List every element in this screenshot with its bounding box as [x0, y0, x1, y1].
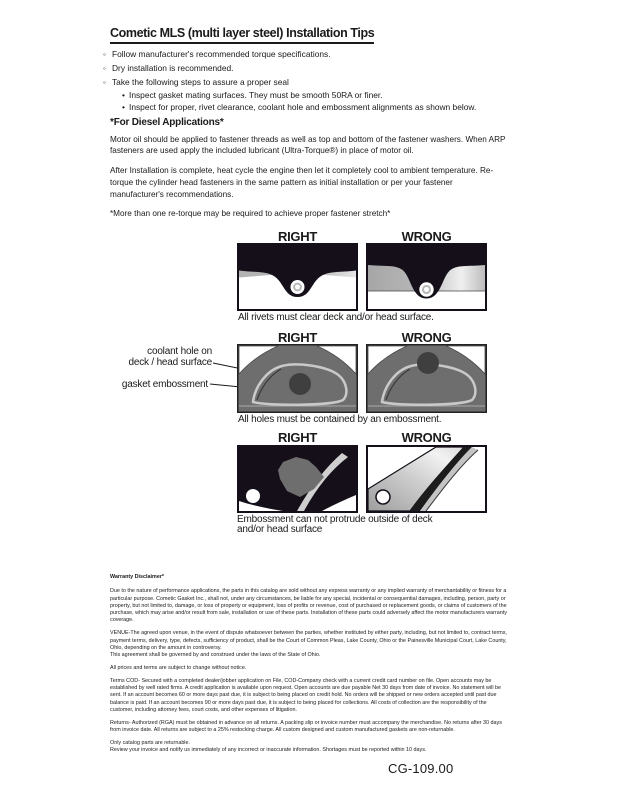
- right-panel-label: RIGHT: [278, 430, 317, 445]
- bullet-item: [103, 47, 583, 61]
- gasket-embossment-callout: [108, 379, 208, 390]
- bullet-text: Follow manufacturer's recommended torque specifications.: [112, 49, 331, 59]
- bullet-marker: ◦: [103, 63, 106, 73]
- disclaimer-paragraph: Terms COD- Secured with a completed dealer/jobber application on File, COD-Company check with a current credit card number on file. Open accounts may be established by well rated firms. A credit application is available upon request. Open accounts are due payable Net 30 days from date of invoice. No statement will be sent. If an account becomes 60 or more days past due, it is subject to being placed on credit hold. No orders will be shipped or new orders accepted until past due balance is paid. If an account becomes 90 or more days past due, it is subject to being placed for collections. All costs of collection are the responsibility of the customer, including attorney fees, court costs, and other expenses of litigation.: [110, 677, 502, 713]
- page-code: CG-109.00: [388, 761, 454, 776]
- bullet-marker: •: [122, 102, 125, 112]
- disclaimer-paragraph: Only catalog parts are returnable.: [110, 739, 191, 746]
- embossment-protrusion-wrong-diagram: [366, 445, 487, 513]
- warranty-disclaimer-section: [110, 574, 510, 760]
- sub-bullet-item: [122, 101, 583, 113]
- bullet-marker: ◦: [103, 77, 106, 87]
- bullet-text: Inspect for proper, rivet clearance, coolant hole and embossment alignments as shown below.: [129, 102, 477, 112]
- diesel-section: [110, 117, 506, 220]
- diagram-row3-titles: [237, 430, 487, 445]
- callout-text: gasket embossment: [121, 379, 208, 390]
- bullet-text: Take the following steps to assure a proper seal: [112, 77, 289, 87]
- disclaimer-paragraph: This agreement shall be governed by and construed under the laws of the State of Ohio.: [110, 652, 321, 659]
- right-panel-label: RIGHT: [278, 330, 317, 345]
- embossment-protrusion-right-diagram: [237, 445, 358, 513]
- bullet-marker: •: [122, 90, 125, 100]
- embossment-containment-right-diagram: [237, 344, 358, 413]
- callout-text: deck / head surface: [128, 357, 212, 368]
- wrong-panel-label: WRONG: [401, 229, 452, 244]
- bullet-text: Dry installation is recommended.: [112, 63, 234, 73]
- diesel-paragraph: Motor oil should be applied to fastener threads as well as top and bottom of the fastener washers. When ARP fasteners are used apply the included lubricant (Ultra-Torque®) in place of motor oil.: [110, 134, 506, 156]
- diesel-heading: *For Diesel Applications*: [110, 117, 224, 128]
- right-panel-label: RIGHT: [278, 229, 317, 244]
- diagram-row1-titles: [237, 229, 487, 244]
- caption-line: and/or head surface: [237, 524, 323, 535]
- disclaimer-paragraph: Review your invoice and notify us immediately of any incorrect or inaccurate information. Shortages must be reported within 10 days.: [110, 747, 427, 754]
- tips-bullet-list: [103, 47, 583, 113]
- wrong-panel-label: WRONG: [401, 330, 452, 345]
- disclaimer-paragraph: VENUE-The agreed upon venue, in the event of dispute whatsoever between the parties, whether instituted by either party, including, but not limited to, contract terms, payment terms, delivery, type, defects, sufficiency of product, shall be the Court of Common Pleas, Lake County, Ohio or the Painesville Municipal Court, Lake County, Ohio, depending on the amount in controversy.: [110, 630, 507, 651]
- coolant-hole-callout: [110, 346, 212, 368]
- disclaimer-paragraph: Returns- Authorized (RGA) must be obtained in advance on all returns. A packing slip or invoice number must accompany the merchandise. No returns after 30 days from invoice date. All returns are subject to a 25% restocking charge. All custom designed and custom manufactured gaskets are non-returnable.: [110, 719, 502, 734]
- diagram-row2-titles: [237, 330, 487, 345]
- rivet-clearance-right-diagram: [237, 243, 358, 311]
- diesel-note: *More than one re-torque may be required to achieve proper fastener stretch*: [110, 209, 391, 219]
- bullet-item: [103, 75, 583, 89]
- rivet-clearance-wrong-diagram: [366, 243, 487, 311]
- page-title: Cometic MLS (multi layer steel) Installation Tips: [110, 26, 374, 44]
- disclaimer-heading: Warranty Disclaimer*: [110, 574, 165, 580]
- diesel-paragraph: After Installation is complete, heat cycle the engine then let it completely cool to ambient temperature. Re-torque the cylinder head fasteners in the same pattern as initial installation or per your fastener manufacturer's recommendations.: [110, 166, 494, 199]
- bullet-item: [103, 61, 583, 75]
- disclaimer-paragraph: Due to the nature of performance applications, the parts in this catalog are sold without any express warranty or any implied warranty of merchantability or fitness for a particular purpose. Cometic Gasket Inc., shall not, under any circumstances, be liable for any special, incidental or consequential damages, including, person, party or property, but not limited to, damage, or loss of property or equipment, loss of profits or revenue, cost of purchased or replacement goods, or claims of customers of the purchase, which may arise and/or result from sale, installation or use of these parts. Installation of these parts could adversely affect the motor manufacturers warranty coverage.: [110, 588, 507, 624]
- bullet-marker: ◦: [103, 49, 106, 59]
- disclaimer-paragraph: All prices and terms are subject to change without notice.: [110, 664, 247, 671]
- embossment-containment-wrong-diagram: [366, 344, 487, 413]
- diagram-row3-caption: [237, 515, 467, 535]
- wrong-panel-label: WRONG: [401, 430, 452, 445]
- bullet-text: Inspect gasket mating surfaces. They must be smooth 50RA or finer.: [129, 90, 383, 100]
- diagram-row2-caption: All holes must be contained by an embossment.: [238, 414, 442, 425]
- callout-text: coolant hole on: [147, 346, 212, 357]
- diagram-row1-caption: All rivets must clear deck and/or head surface.: [238, 312, 434, 323]
- sub-bullet-item: [122, 89, 583, 101]
- caption-line: Embossment can not protrude outside of deck: [237, 514, 433, 525]
